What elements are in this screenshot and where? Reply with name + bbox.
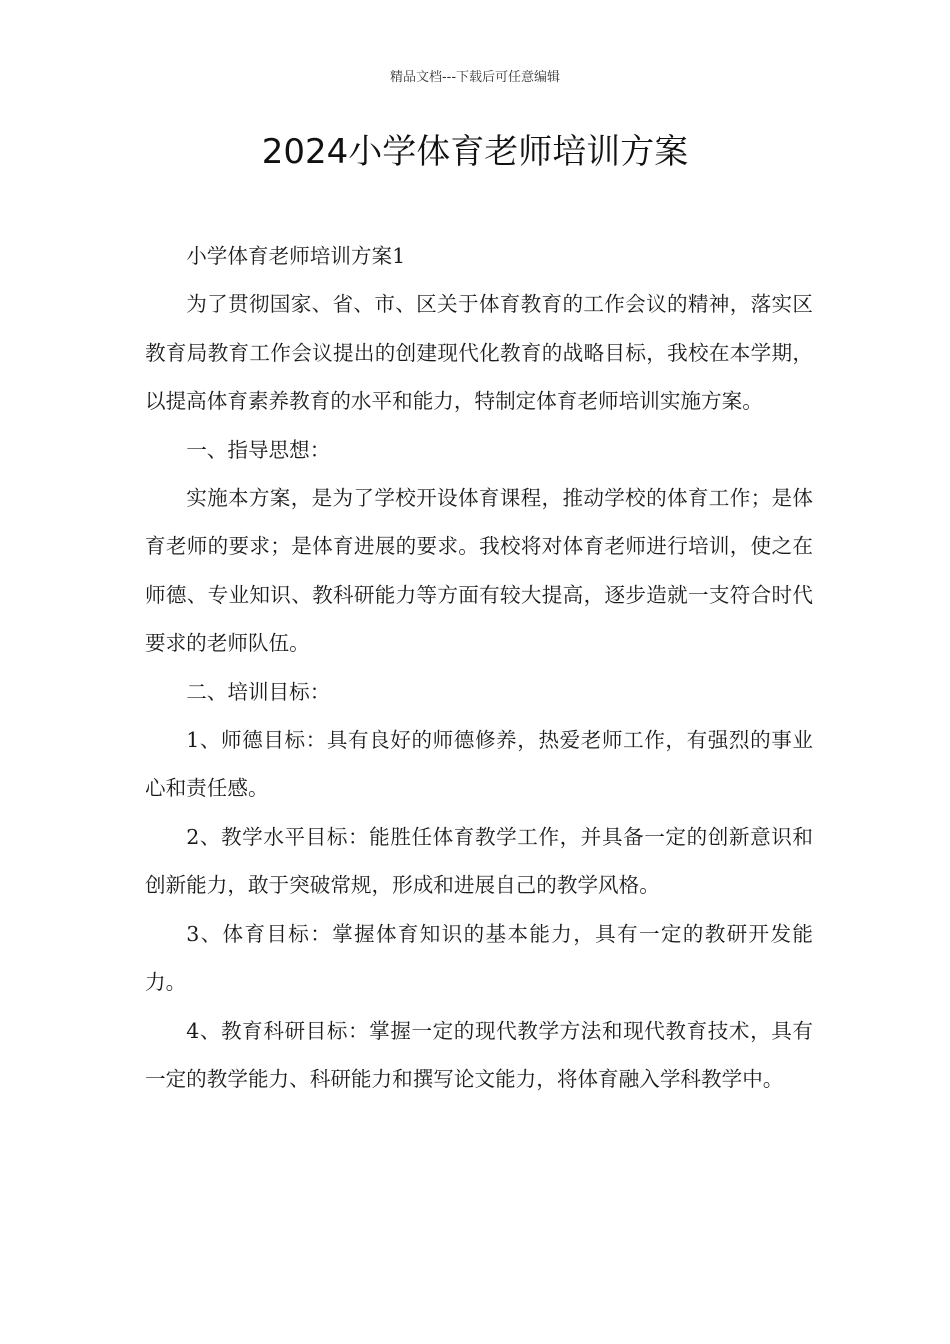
goal-item-sports: 3、体育目标：掌握体育知识的基本能力，具有一定的教研开发能力。 [145, 921, 813, 995]
heading-training-goals: 二、培训目标： [186, 679, 331, 704]
document-body [145, 232, 813, 1103]
goal-item-research: 4、教育科研目标：掌握一定的现代教学方法和现代教育技术，具有一定的教学能力、科研能力和撰写论文能力，将体育融入学科教学中。 [145, 1018, 813, 1091]
goal-item-ethics: 1、师德目标：具有良好的师德修养，热爱老师工作，有强烈的事业心和责任感。 [145, 728, 813, 801]
goal-item-teaching: 2、教学水平目标：能胜任体育教学工作，并具备一定的创新意识和创新能力，敢于突破常规，形成和进展自己的教学风格。 [145, 824, 813, 898]
heading-guiding-thought: 一、指导思想： [186, 437, 331, 462]
header-note: 精品文档---下载后可任意编辑 [389, 70, 561, 85]
section-subtitle: 小学体育老师培训方案1 [186, 244, 406, 268]
guiding-thought-paragraph: 实施本方案，是为了学校开设体育课程，推动学校的体育工作；是体育老师的要求；是体育进展的要求。我校将对体育老师进行培训，使之在师德、专业知识、教科研能力等方面有较大提高，逐步造就一支符合时代要求的老师队伍。 [145, 486, 813, 656]
intro-paragraph: 为了贯彻国家、省、市、区关于体育教育的工作会议的精神，落实区教育局教育工作会议提出的创建现代化教育的战略目标，我校在本学期，以提高体育素养教育的水平和能力，特制定体育老师培训实施方案。 [145, 292, 813, 414]
document-title: 2024小学体育老师培训方案 [261, 132, 689, 172]
